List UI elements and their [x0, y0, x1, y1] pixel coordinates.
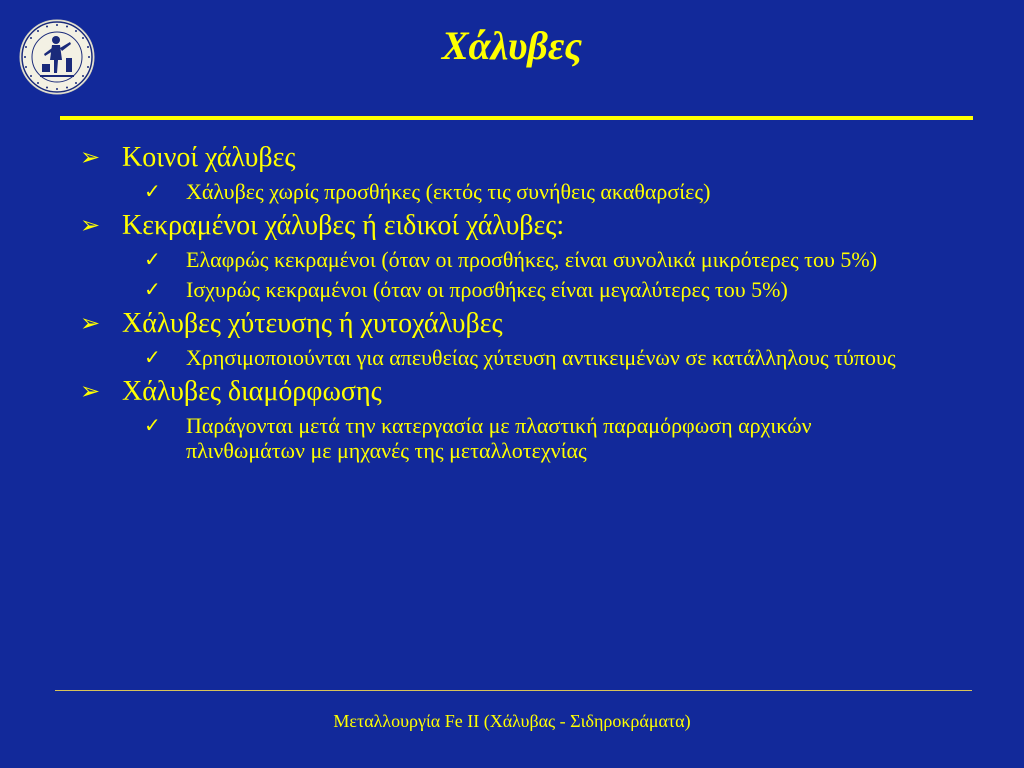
arrow-bullet-icon: ➢ — [80, 145, 101, 171]
list-item — [80, 308, 960, 340]
sub-list-item — [80, 179, 960, 204]
sub-list-item — [80, 247, 960, 272]
list-item — [80, 376, 960, 408]
slide-footer: Μεταλλουργία Fe II (Χάλυβας - Σιδηροκράματα) — [333, 711, 691, 731]
list-item-text: Κοινοί χάλυβες — [122, 142, 296, 173]
bullet-list — [80, 136, 960, 463]
arrow-bullet-icon: ➢ — [80, 379, 101, 405]
checkmark-bullet-icon: ✓ — [144, 345, 161, 369]
checkmark-bullet-icon: ✓ — [144, 277, 161, 301]
list-item — [80, 210, 960, 242]
footer-divider — [55, 690, 972, 691]
checkmark-bullet-icon: ✓ — [144, 247, 161, 271]
arrow-bullet-icon: ➢ — [80, 311, 101, 337]
sub-list-item-text: Ισχυρώς κεκραμένοι (όταν οι προσθήκες είναι μεγαλύτερες του 5%) — [186, 277, 788, 302]
list-item-text: Κεκραμένοι χάλυβες ή ειδικοί χάλυβες: — [122, 210, 565, 241]
sub-list-item-text: Ελαφρώς κεκραμένοι (όταν οι προσθήκες, είναι συνολικά μικρότερες του 5%) — [186, 247, 878, 272]
sub-list-item — [80, 413, 960, 463]
checkmark-bullet-icon: ✓ — [144, 413, 161, 437]
sub-list-item-text: Παράγονται μετά την κατεργασία με πλαστική παραμόρφωση αρχικών πλινθωμάτων με μηχανές της μεταλλοτεχνίας — [186, 413, 812, 463]
title-divider — [60, 116, 973, 120]
arrow-bullet-icon: ➢ — [80, 213, 101, 239]
sub-list-item — [80, 345, 960, 370]
list-item-text: Χάλυβες διαμόρφωσης — [122, 376, 382, 407]
checkmark-bullet-icon: ✓ — [144, 179, 161, 203]
list-item-text: Χάλυβες χύτευσης ή χυτοχάλυβες — [122, 308, 503, 339]
sub-list-item — [80, 277, 960, 302]
sub-list-item-text: Χρησιμοποιούνται για απευθείας χύτευση αντικειμένων σε κατάλληλους τύπους — [186, 345, 896, 370]
list-item — [80, 142, 960, 174]
sub-list-item-text: Χάλυβες χωρίς προσθήκες (εκτός τις συνήθεις ακαθαρσίες) — [186, 179, 711, 204]
slide-title: Χάλυβες — [441, 23, 583, 68]
